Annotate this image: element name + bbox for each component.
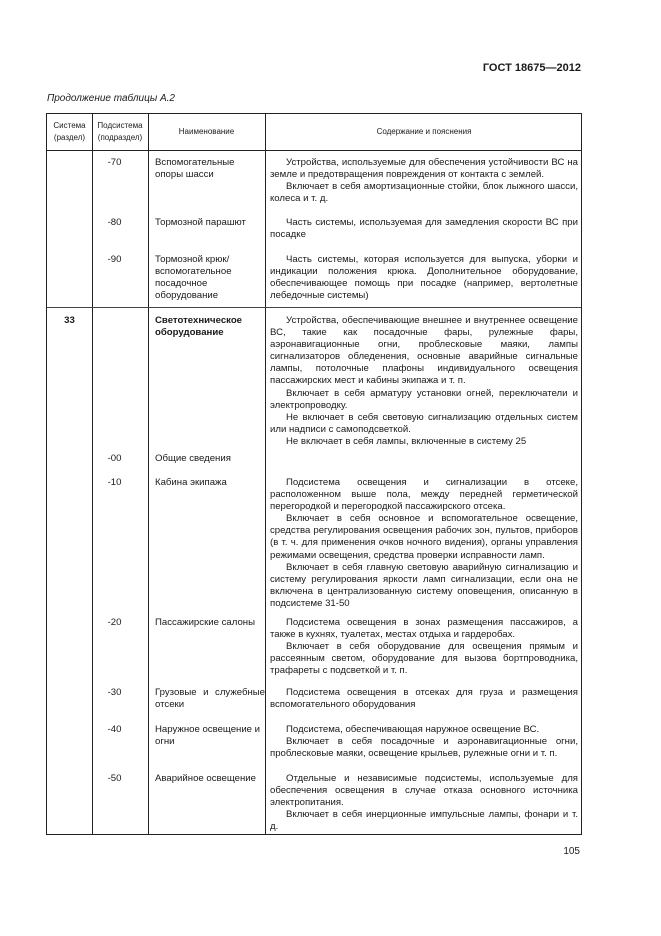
item-name: Грузовые и служебные отсеки (155, 687, 265, 711)
table-caption: Продолжение таблицы А.2 (47, 93, 175, 104)
item-description: Подсистема, обеспечивающая наружное освещение ВС. Включает в себя посадочные и аэронавигационные огни, проблесковые маяки, освещение крыльев, рулежные огни и т. п. (270, 724, 578, 760)
item-description: Устройства, обеспечивающие внешнее и внутреннее освещение ВС, такие как посадочные фары, рулежные фары, аэронавигационные огни, проблесковые маяки, лампы сигнализаторов обледенения, основные аварийные сигнальные лампы, потолочные плафоны индивидуального освещения пассажирских мест и кабины экипажа и т. п. Включает в себя арматуру установки огней, переключатели и электропроводку. Не включает в себя световую сигнализацию отдельных систем или надписи с самоподсветкой. Не включает в себя лампы, включенные в систему 25 (270, 315, 578, 447)
section-divider (47, 307, 581, 308)
item-name: Общие сведения (155, 453, 231, 464)
header-system: Система (раздел) (53, 121, 86, 142)
column-divider (148, 114, 149, 834)
header-content: Содержание и пояснения (376, 127, 472, 136)
subsystem-code: -00 (107, 453, 122, 464)
item-description: Устройства, используемые для обеспечения устойчивости ВС на земле и предотвращения повреждения от контакта с землей. Включает в себя амортизационные стойки, блок лыжного шасси, колеса и т. д. (270, 157, 578, 205)
system-code: 33 (64, 315, 75, 326)
item-description: Подсистема освещения в отсеках для груза и размещения вспомогательного оборудования (270, 687, 578, 711)
subsystem-code: -10 (107, 477, 122, 488)
header-divider (47, 150, 581, 151)
classification-table (46, 113, 582, 835)
item-description: Часть системы, которая используется для выпуска, уборки и индикации положения крюка. Дополнительное оборудование, обеспечивающее помощь при посадке (например, вертолетные лебедочные системы) (270, 254, 578, 302)
item-name: Аварийное освещение (155, 773, 256, 784)
column-divider (265, 114, 266, 834)
item-name: Кабина экипажа (155, 477, 227, 488)
subsystem-code: -40 (107, 724, 122, 735)
item-name: Тормозной парашют (155, 217, 246, 228)
item-description: Часть системы, используемая для замедления скорости ВС при посадке (270, 217, 578, 241)
subsystem-code: -30 (107, 687, 122, 698)
item-name: Пассажирские салоны (155, 617, 255, 628)
subsystem-code: -50 (107, 773, 122, 784)
subsystem-code: -20 (107, 617, 122, 628)
header-name: Наименование (178, 127, 235, 136)
standard-header: ГОСТ 18675—2012 (482, 62, 581, 74)
item-description: Подсистема освещения и сигнализации в отсеке, расположенном выше пола, между передней герметической перегородкой и перегородкой пассажирского отсека. Включает в себя основное и вспомогательное освещение, средства регулирования освещения рабочих зон, пультов, приборов (в т. ч. для применения очков ночного видения), органы управления режимами освещения, средства проверки исправности ламп. Включает в себя главную световую аварийную сигнализацию и систему регулирования яркости ламп сигнализации, если она не включена в централизованную систему оповещения, описанную в подсистеме 31-50 (270, 477, 578, 609)
subsystem-code: -90 (107, 254, 122, 265)
item-name: Наружное освещение и огни (155, 724, 261, 748)
subsystem-code: -80 (107, 217, 122, 228)
subsystem-code: -70 (107, 157, 122, 168)
item-name: Тормозной крюк/ вспомогательное посадочное оборудование (155, 254, 232, 302)
system-name: Светотехническое оборудование (155, 315, 243, 339)
item-description: Подсистема освещения в зонах размещения пассажиров, а также в кухнях, туалетах, местах отдыха и гардеробах. Включает в себя оборудование для освещения прямым и рассеянным светом, оборудование для вызова бортпроводника, трафареты с подсветкой и т. п. (270, 617, 578, 677)
item-description: Отдельные и независимые подсистемы, используемые для обеспечения освещения в случае отказа основного источника электропитания. Включает в себя инерционные импульсные лампы, фонари и т. д. (270, 773, 578, 833)
header-subsystem: Подсистема (подраздел) (97, 121, 143, 142)
item-name: Вспомогательные опоры шасси (155, 157, 235, 181)
page-number: 105 (563, 846, 580, 857)
